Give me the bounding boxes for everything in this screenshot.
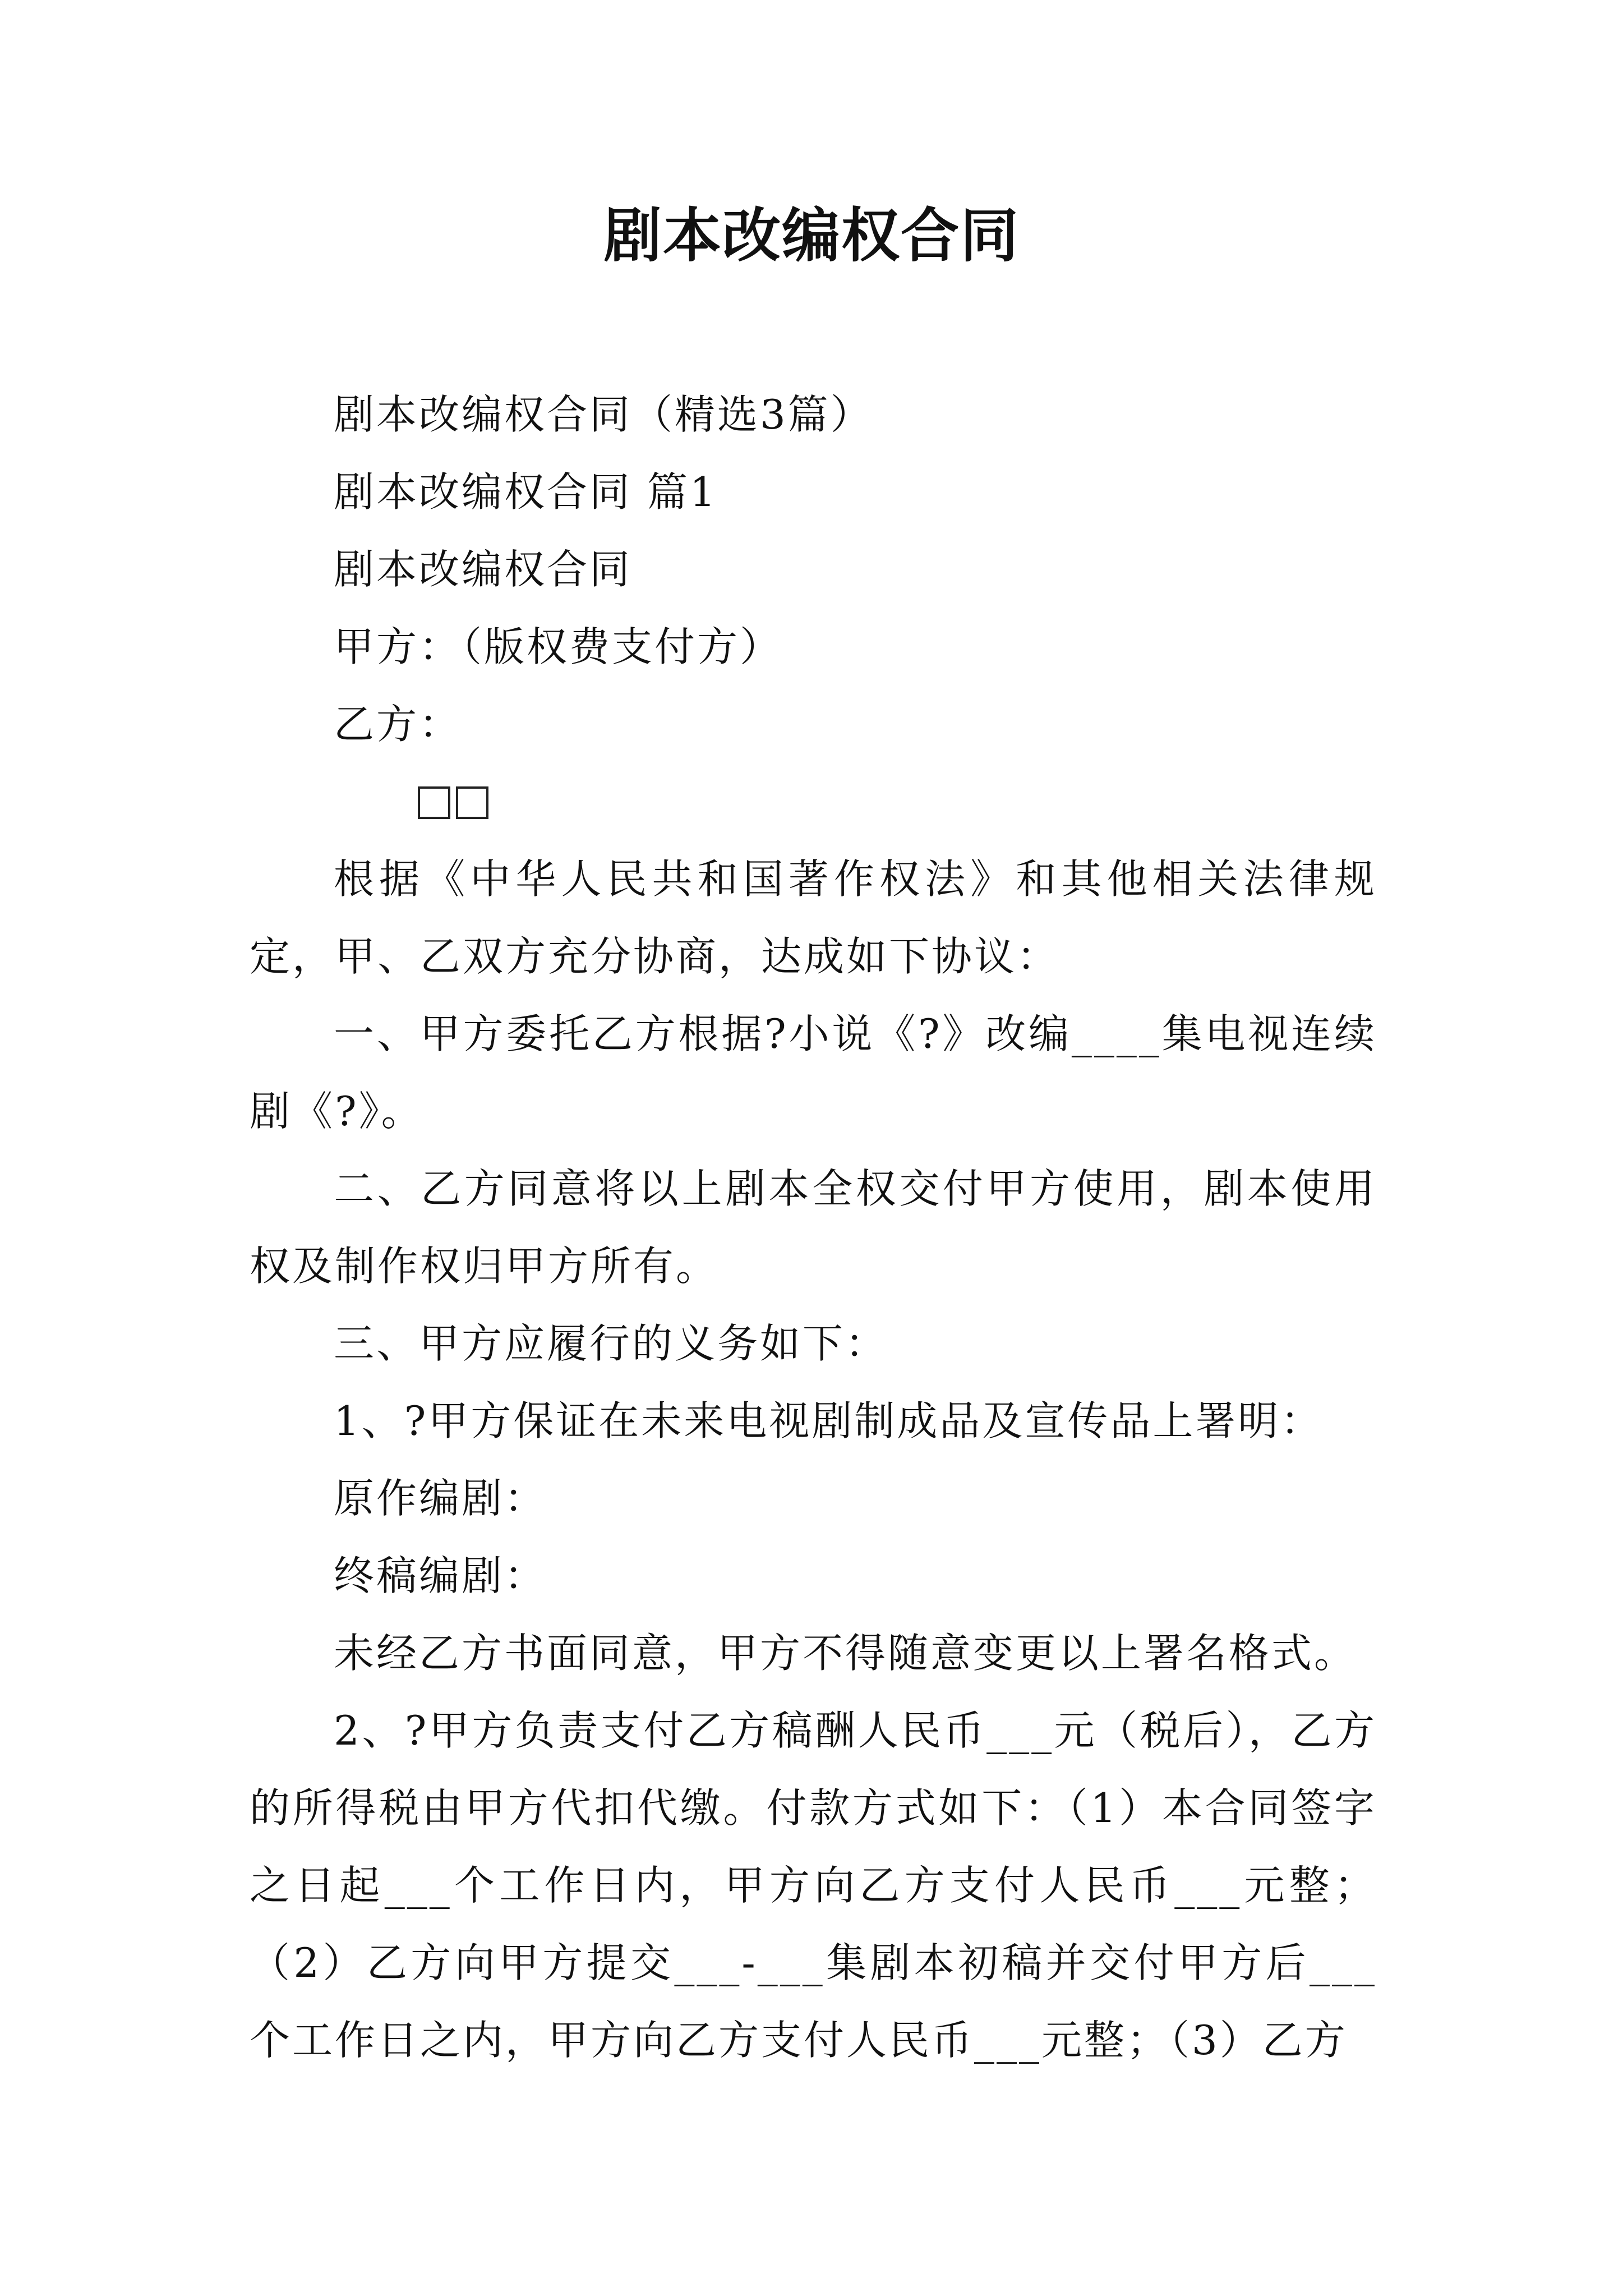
- paragraph-contract-name: 剧本改编权合同: [334, 546, 633, 593]
- paragraph-original-writer: 原作编剧：: [334, 1475, 547, 1522]
- paragraph-part-heading: 剧本改编权合同 篇1: [334, 468, 718, 516]
- paragraph-clause-1: 一、甲方委托乙方根据?小说《?》改编____集电视连续剧《?》。: [250, 1010, 1377, 1135]
- document-title: 剧本改编权合同: [603, 201, 1020, 270]
- paragraph-clause-2: 二、乙方同意将以上剧本全权交付甲方使用，剧本使用权及制作权归甲方所有。: [250, 1165, 1377, 1290]
- empty-box-icon: [456, 786, 488, 819]
- paragraph-credit-note: 未经乙方书面同意，甲方不得随意变更以上署名格式。: [334, 1630, 1357, 1677]
- paragraph-party-b: 乙方：: [334, 701, 462, 748]
- empty-box-icon: [418, 786, 450, 819]
- paragraph-party-a: 甲方：（版权费支付方）: [334, 623, 783, 670]
- paragraph-placeholder-boxes: [250, 763, 1377, 840]
- paragraph-clause-3-2: 2、?甲方负责支付乙方稿酬人民币___元（税后），乙方的所得税由甲方代扣代缴。付款方式如下：（1）本合同签字之日起___个工作日内，甲方向乙方支付人民币___元整；（2）乙方向甲方提交___-___集剧本初稿并交付甲方后___个工作日之内，甲方向乙方支付人民币___元整；（3）乙方: [250, 1707, 1377, 2064]
- document-body: [250, 376, 1377, 2079]
- paragraph-subtitle: 剧本改编权合同（精选3篇）: [334, 391, 873, 438]
- placeholder-box-group: [334, 763, 494, 840]
- paragraph-final-writer: 终稿编剧：: [334, 1552, 547, 1599]
- paragraph-clause-3-1: 1、?甲方保证在未来电视剧制成品及宣传品上署明：: [334, 1397, 1324, 1444]
- paragraph-clause-3: 三、甲方应履行的义务如下：: [334, 1320, 888, 1367]
- paragraph-preamble: 根据《中华人民共和国著作权法》和其他相关法律规定，甲、乙双方充分协商，达成如下协议：: [250, 855, 1377, 980]
